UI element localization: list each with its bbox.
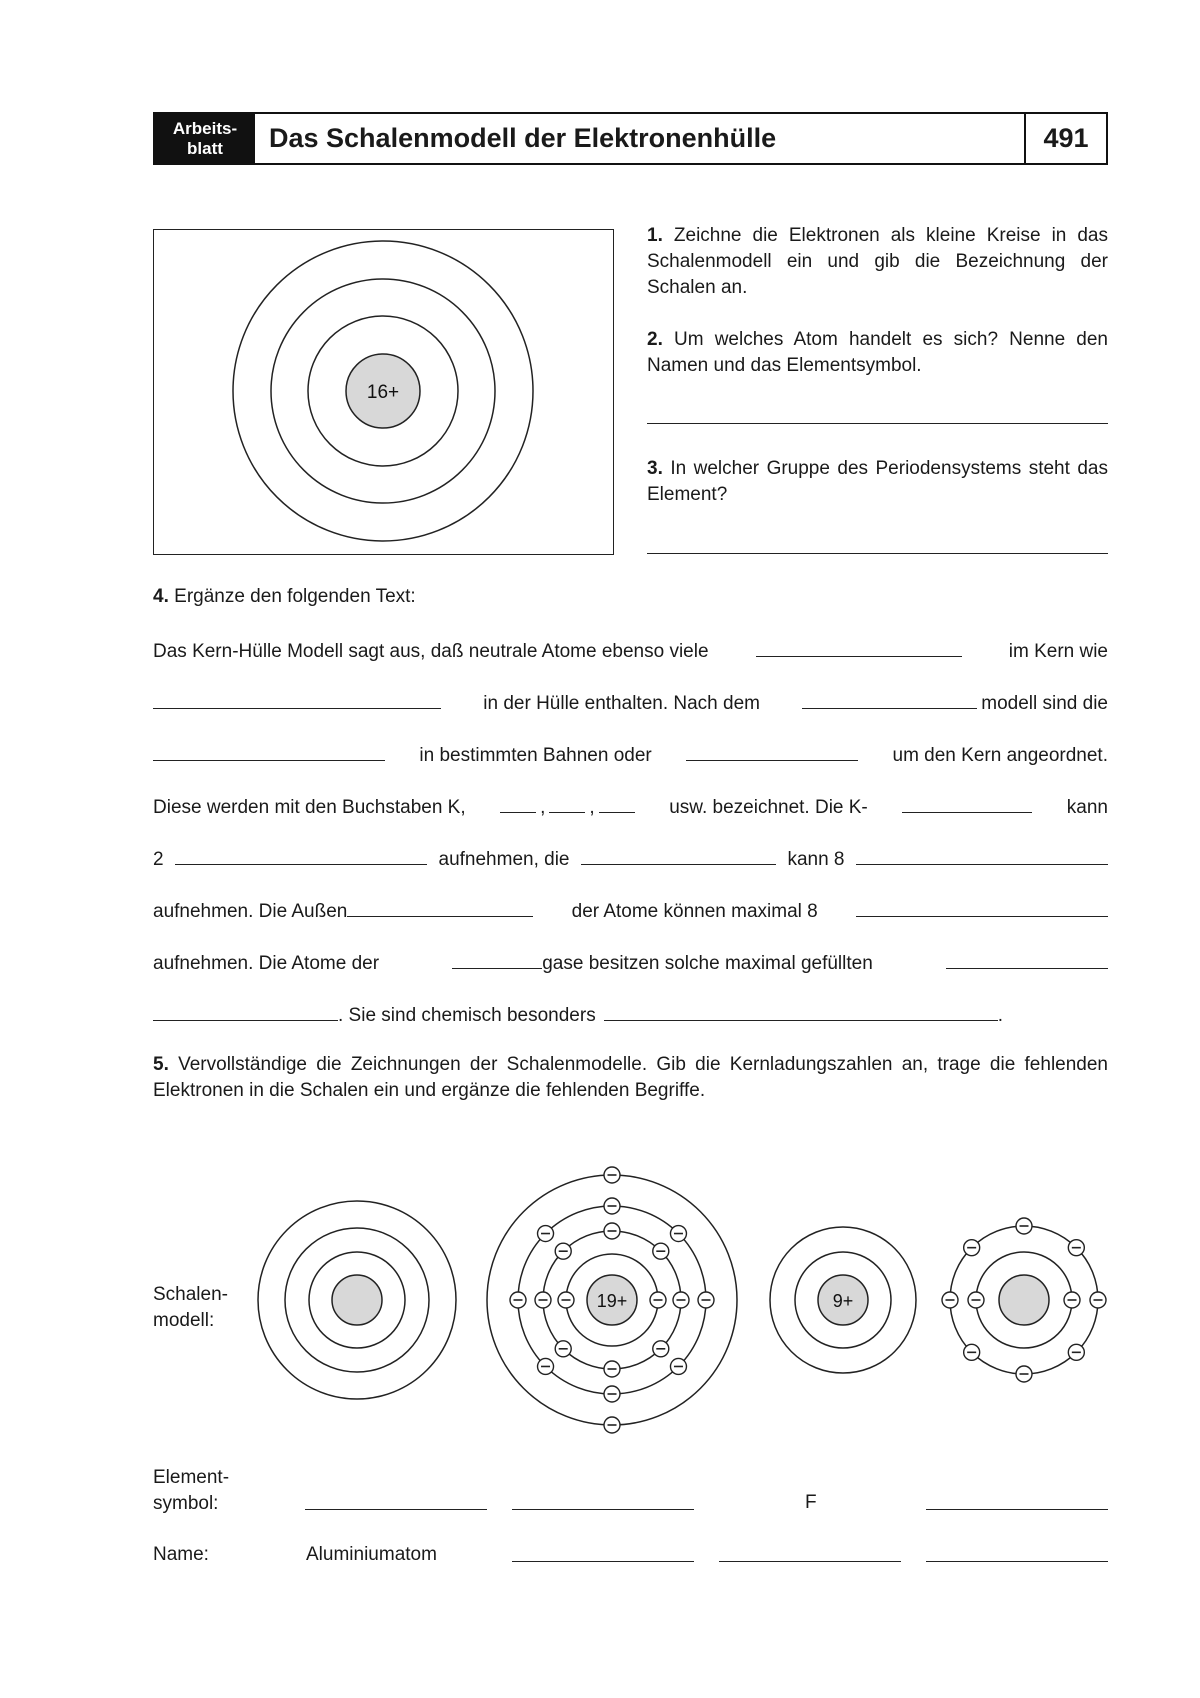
cloze-text: Das Kern-Hülle Modell sagt aus, daß neutrale Atome ebenso viele — [153, 641, 709, 662]
badge-line-2: blatt — [187, 138, 223, 158]
nucleus — [999, 1275, 1049, 1325]
question-3-number: 3. — [647, 458, 663, 479]
cloze-text: in der Hülle enthalten. Nach dem — [483, 693, 760, 714]
cloze-text: der Atome können maximal 8 — [571, 901, 818, 922]
cloze-text: modell sind die — [981, 693, 1108, 714]
name-label: Name: — [153, 1544, 209, 1565]
name-blank-2[interactable] — [512, 1561, 694, 1562]
cloze-text: , — [589, 797, 595, 818]
cloze-text: aufnehmen, die — [438, 849, 570, 870]
cloze-text: kann 8 — [787, 849, 845, 870]
element-symbol-label — [153, 1465, 229, 1517]
worksheet-number: 491 — [1043, 123, 1089, 153]
cloze-text: gase besitzen solche maximal gefüllten — [542, 953, 873, 974]
nucleus-charge: 16+ — [366, 382, 400, 403]
name-blank-4[interactable] — [926, 1561, 1108, 1562]
cloze-text: kann — [1066, 797, 1108, 818]
question-1-number: 1. — [647, 225, 663, 246]
cloze-text: aufnehmen. Die Außen — [153, 901, 348, 922]
symbol-blank-2[interactable] — [512, 1509, 694, 1510]
atom-model-aluminium — [258, 1201, 456, 1399]
name-aluminium: Aluminiumatom — [306, 1544, 437, 1565]
page-title: Das Schalenmodell der Elektronenhülle — [255, 114, 1026, 163]
atom-model-potassium — [487, 1167, 737, 1433]
nucleus-charge: 9+ — [832, 1291, 854, 1311]
cloze-text: im Kern wie — [1008, 641, 1108, 662]
cloze-text: . — [997, 1005, 1003, 1026]
atom-model-neon — [942, 1218, 1106, 1382]
question-3-text: In welcher Gruppe des Periodensystems steht das Element? — [647, 458, 1108, 505]
symbol-blank-1[interactable] — [305, 1509, 487, 1510]
cloze-text: Diese werden mit den Buchstaben K, — [153, 797, 466, 818]
cloze-text: in bestimmten Bahnen oder — [419, 745, 652, 766]
symbol-blank-4[interactable] — [926, 1509, 1108, 1510]
question-2-number: 2. — [647, 329, 663, 350]
cloze-text: usw. bezeichnet. Die K- — [669, 797, 868, 818]
cloze-text: , — [540, 797, 546, 818]
cloze-text: 2 — [153, 849, 164, 870]
question-5-number: 5. — [153, 1054, 169, 1075]
element-symbol-label-line-2: symbol: — [153, 1493, 219, 1514]
cloze-text: . Sie sind chemisch besonders — [338, 1005, 596, 1026]
cloze-text: um den Kern angeordnet. — [892, 745, 1108, 766]
question-2-text: Um welches Atom handelt es sich? Nenne den Namen und das Elementsymbol. — [647, 329, 1108, 376]
question-1-text: Zeichne die Elektronen als kleine Kreise in das Schalenmodell ein und gib die Bezeichnung der Schalen an. — [647, 225, 1109, 298]
question-5-text: Vervollständige die Zeichnungen der Schalenmodelle. Gib die Kernladungszahlen an, trage die fehlenden Elektronen in die Schalen ein und ergänze die fehlenden Begriffe. — [153, 1054, 1108, 1101]
cloze-text: aufnehmen. Die Atome der — [153, 953, 380, 974]
element-symbol-label-line-1: Element- — [153, 1467, 230, 1488]
nucleus-charge: 19+ — [596, 1291, 628, 1311]
symbol-fluorine: F — [805, 1492, 817, 1513]
shell-model-label-line-2: modell: — [153, 1310, 215, 1331]
name-blank-3[interactable] — [719, 1561, 901, 1562]
shell-model-label-line-1: Schalen- — [153, 1284, 228, 1305]
nucleus — [332, 1275, 382, 1325]
question-4-intro: Ergänze den folgenden Text: — [174, 586, 416, 607]
atom-model-fluorine — [770, 1227, 916, 1373]
badge-line-1: Arbeits- — [172, 118, 238, 138]
question-4-number: 4. — [153, 586, 169, 607]
